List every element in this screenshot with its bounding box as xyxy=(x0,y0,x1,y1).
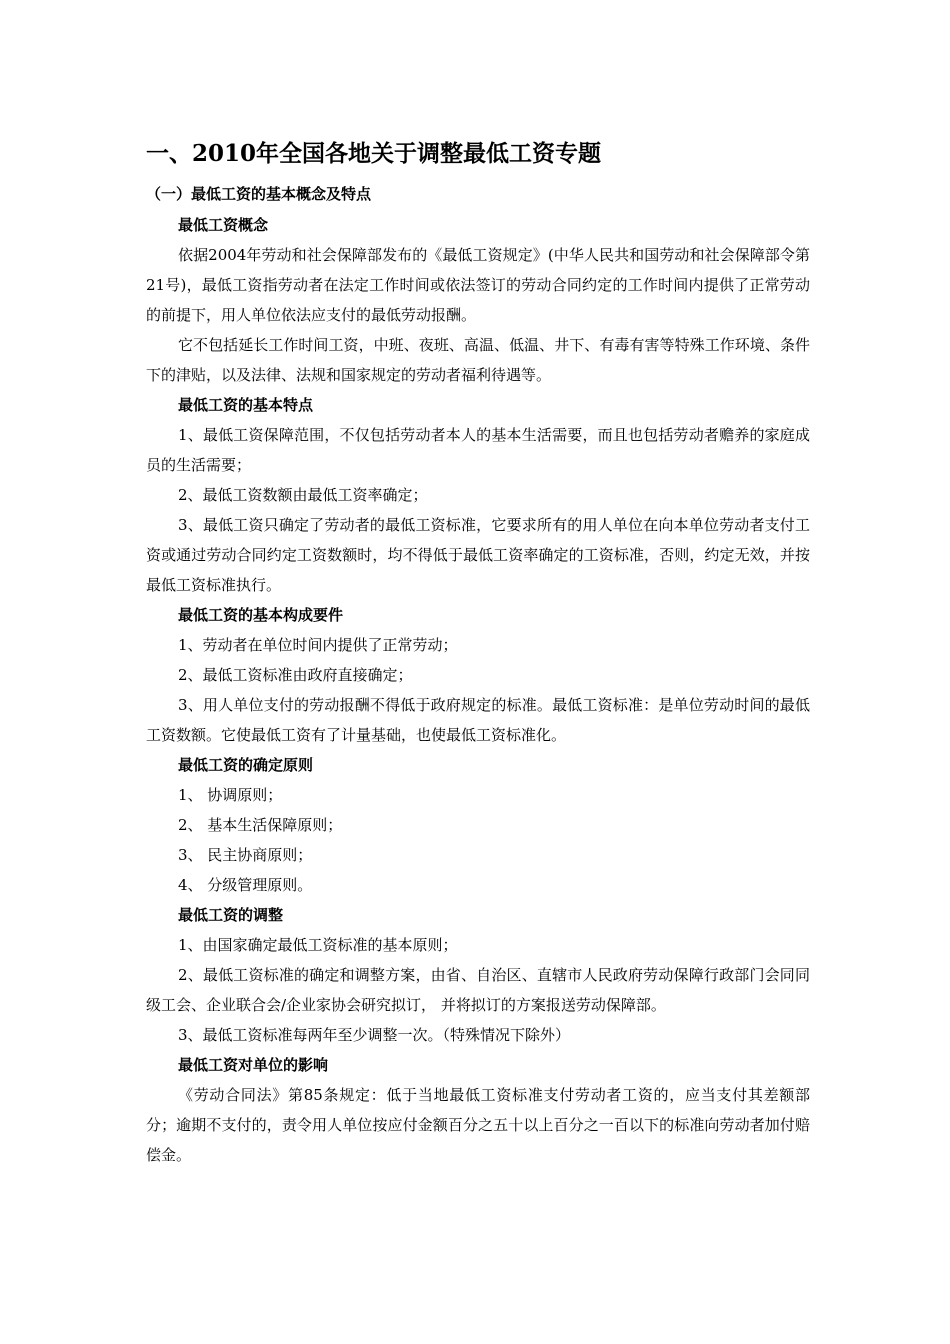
principles-item-3: 3、 民主协商原则； xyxy=(178,846,313,864)
features-item-2: 2、最低工资数额由最低工资率确定； xyxy=(178,486,428,504)
adjustment-item-1: 1、由国家确定最低工资标准的基本原则； xyxy=(178,936,458,954)
adjustment-item-3: 3、最低工资标准每两年至少调整一次。（特殊情况下除外） xyxy=(178,1026,571,1044)
impact-heading: 最低工资对单位的影响 xyxy=(178,1056,329,1074)
impact-paragraph: 《劳动合同法》第85条规定：低于当地最低工资标准支付劳动者工资的，应当支付其差额部分；逾期不支付的，责令用人单位按应付金额百分之五十以上百分之一百以下的标准向劳动者加付赔偿金。 xyxy=(146,1086,810,1164)
document-title: 一、2010年全国各地关于调整最低工资专题 xyxy=(146,140,602,167)
concept-heading: 最低工资概念 xyxy=(178,216,269,234)
elements-item-3: 3、用人单位支付的劳动报酬不得低于政府规定的标准。最低工资标准：是单位劳动时间的最低工资数额。它使最低工资有了计量基础，也使最低工资标准化。 xyxy=(146,696,810,744)
elements-item-2: 2、最低工资标准由政府直接确定； xyxy=(178,666,413,684)
features-item-1: 1、最低工资保障范围，不仅包括劳动者本人的基本生活需要，而且也包括劳动者赡养的家庭成员的生活需要； xyxy=(146,426,810,474)
features-heading: 最低工资的基本特点 xyxy=(178,396,314,414)
elements-item-1: 1、劳动者在单位时间内提供了正常劳动； xyxy=(178,636,458,654)
concept-paragraph-2: 它不包括延长工作时间工资，中班、夜班、高温、低温、井下、有毒有害等特殊工作环境、条件下的津贴，以及法律、法规和国家规定的劳动者福利待遇等。 xyxy=(146,336,810,384)
features-item-3: 3、最低工资只确定了劳动者的最低工资标准，它要求所有的用人单位在向本单位劳动者支付工资或通过劳动合同约定工资数额时，均不得低于最低工资率确定的工资标准，否则，约定无效，并按最低工资标准执行。 xyxy=(146,516,810,594)
principles-item-2: 2、 基本生活保障原则； xyxy=(178,816,343,834)
concept-paragraph-1: 依据2004年劳动和社会保障部发布的《最低工资规定》(中华人民共和国劳动和社会保障部令第21号)，最低工资指劳动者在法定工作时间或依法签订的劳动合同约定的工作时间内提供了正常劳动的前提下，用人单位依法应支付的最低劳动报酬。 xyxy=(146,246,810,324)
adjustment-item-2: 2、最低工资标准的确定和调整方案，由省、自治区、直辖市人民政府劳动保障行政部门会同同级工会、企业联合会/企业家协会研究拟订， 并将拟订的方案报送劳动保障部。 xyxy=(146,966,810,1014)
principles-heading: 最低工资的确定原则 xyxy=(178,756,314,774)
section-heading: （一）最低工资的基本概念及特点 xyxy=(146,185,372,203)
principles-item-4: 4、 分级管理原则。 xyxy=(178,876,313,894)
adjustment-heading: 最低工资的调整 xyxy=(178,906,284,924)
elements-heading: 最低工资的基本构成要件 xyxy=(178,606,344,624)
document-body xyxy=(146,140,810,1170)
principles-item-1: 1、 协调原则； xyxy=(178,786,283,804)
